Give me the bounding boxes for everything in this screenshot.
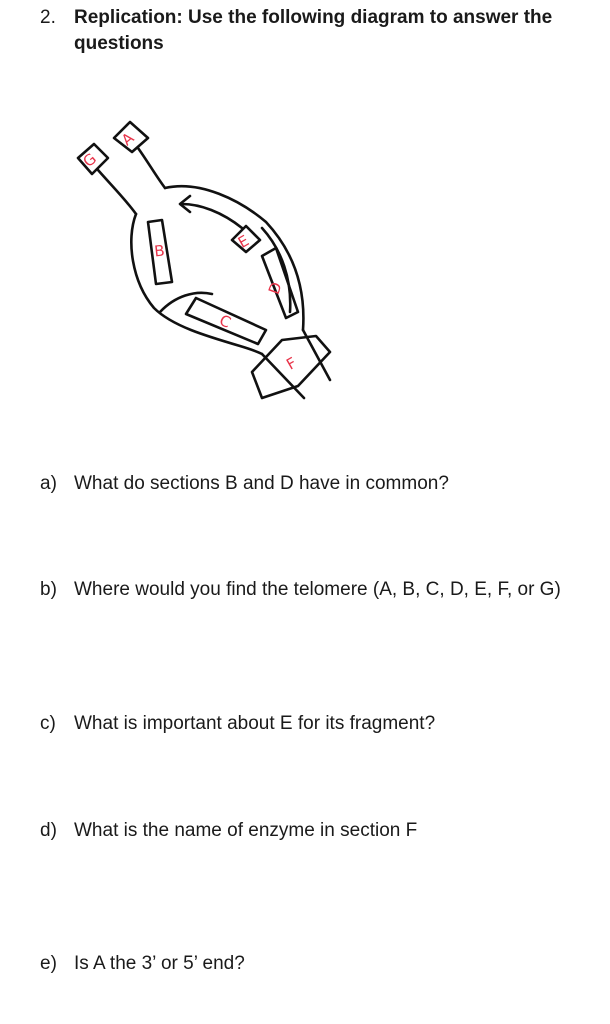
subquestion-text: Is A the 3’ or 5’ end? xyxy=(74,953,245,974)
subquestion-b xyxy=(40,578,561,602)
label-d: D xyxy=(264,279,286,297)
label-f: F xyxy=(283,353,300,374)
subquestion-d xyxy=(40,819,417,843)
question-number: 2. xyxy=(40,7,56,28)
subquestion-text: What is important about E for its fragment? xyxy=(74,713,436,734)
subquestion-letter: e) xyxy=(40,953,57,974)
parent-strand-left xyxy=(98,170,136,214)
subquestion-text: Where would you find the telomere (A, B, C, D, E, F, or G) xyxy=(74,579,561,600)
label-b: B xyxy=(153,241,166,261)
parent-strand-right xyxy=(138,148,165,188)
question-title: Replication: Use the following diagram to answer the questions xyxy=(74,7,553,54)
subquestion-letter: c) xyxy=(40,713,56,734)
subquestion-letter: b) xyxy=(40,579,57,600)
leading-arrow xyxy=(182,204,242,228)
label-a: A xyxy=(118,128,138,150)
subquestion-text: What do sections B and D have in common? xyxy=(74,473,449,494)
subquestion-e xyxy=(40,952,245,976)
subquestion-c xyxy=(40,712,435,736)
subquestion-letter: a) xyxy=(40,473,57,494)
subquestion-a xyxy=(40,472,449,496)
subquestion-text: What is the name of enzyme in section F xyxy=(74,820,418,841)
label-c: C xyxy=(216,311,234,332)
label-g: G xyxy=(79,149,101,171)
label-e: E xyxy=(234,231,253,252)
subquestion-letter: d) xyxy=(40,820,57,841)
